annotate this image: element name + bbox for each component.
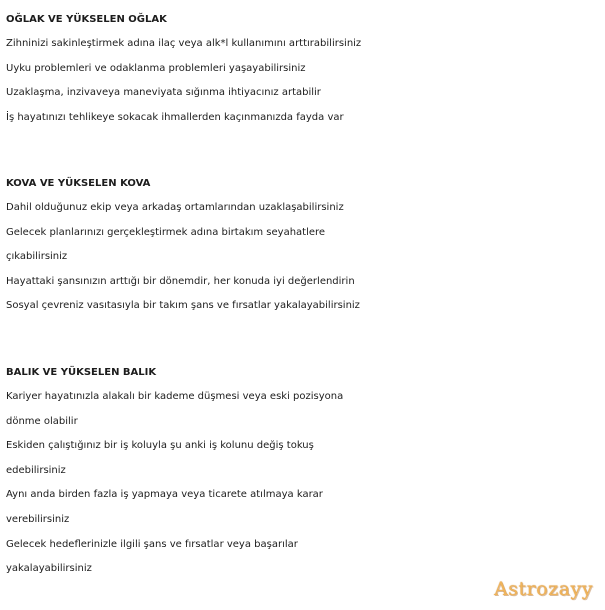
- section-balik: [6, 361, 603, 582]
- text-line: İş hayatınızı tehlikeye sokacak ihmallerden kaçınmanızda fayda var: [6, 111, 344, 123]
- text-line: edebilirsiniz: [6, 464, 66, 476]
- text-line: Aynı anda birden fazla iş yapmaya veya ticarete atılmaya karar: [6, 489, 323, 501]
- text-line: yakalayabilirsiniz: [6, 563, 92, 575]
- text-line: Eskiden çalıştığınız bir iş koluyla şu anki iş kolunu değiş tokuş: [6, 440, 314, 452]
- text-line: dönme olabilir: [6, 415, 78, 427]
- text-line: çıkabilirsiniz: [6, 251, 68, 263]
- text-line: Dahil olduğunuz ekip veya arkadaş ortamlarından uzaklaşabilirsiniz: [6, 202, 344, 213]
- section-oglak: [6, 8, 603, 130]
- text-line: Gelecek planlarınızı gerçekleştirmek adına birtakım seyahatlere: [6, 226, 326, 238]
- text-line: Hayattaki şansınızın arttığı bir dönemdir, her konuda iyi değerlendirin: [6, 275, 355, 287]
- text-line: Uzaklaşma, inzivaveya maneviyata sığınma ihtiyacınız artabilir: [6, 87, 321, 99]
- text-line: Uyku problemleri ve odaklanma problemleri yaşayabilirsiniz: [6, 62, 306, 74]
- text-line: Zihninizi sakinleştirmek adına ilaç veya alk*l kullanımını arttırabilirsiniz: [6, 38, 362, 49]
- text-line: verebilirsiniz: [6, 513, 70, 525]
- text-line: Sosyal çevreniz vasıtasıyla bir takım şans ve fırsatlar yakalayabilirsiniz: [6, 300, 360, 312]
- section-title: KOVA VE YÜKSELEN KOVA: [6, 178, 151, 189]
- section-title: BALIK VE YÜKSELEN BALIK: [6, 367, 157, 378]
- section-title: OĞLAK VE YÜKSELEN OĞLAK: [6, 14, 167, 25]
- text-line: Gelecek hedeflerinizle ilgili şans ve fırsatlar veya başarılar: [6, 538, 298, 550]
- watermark-logo: Astrozayy: [494, 578, 593, 600]
- text-line: Kariyer hayatınızla alakalı bir kademe düşmesi veya eski pozisyona: [6, 391, 344, 402]
- section-kova: [6, 172, 603, 319]
